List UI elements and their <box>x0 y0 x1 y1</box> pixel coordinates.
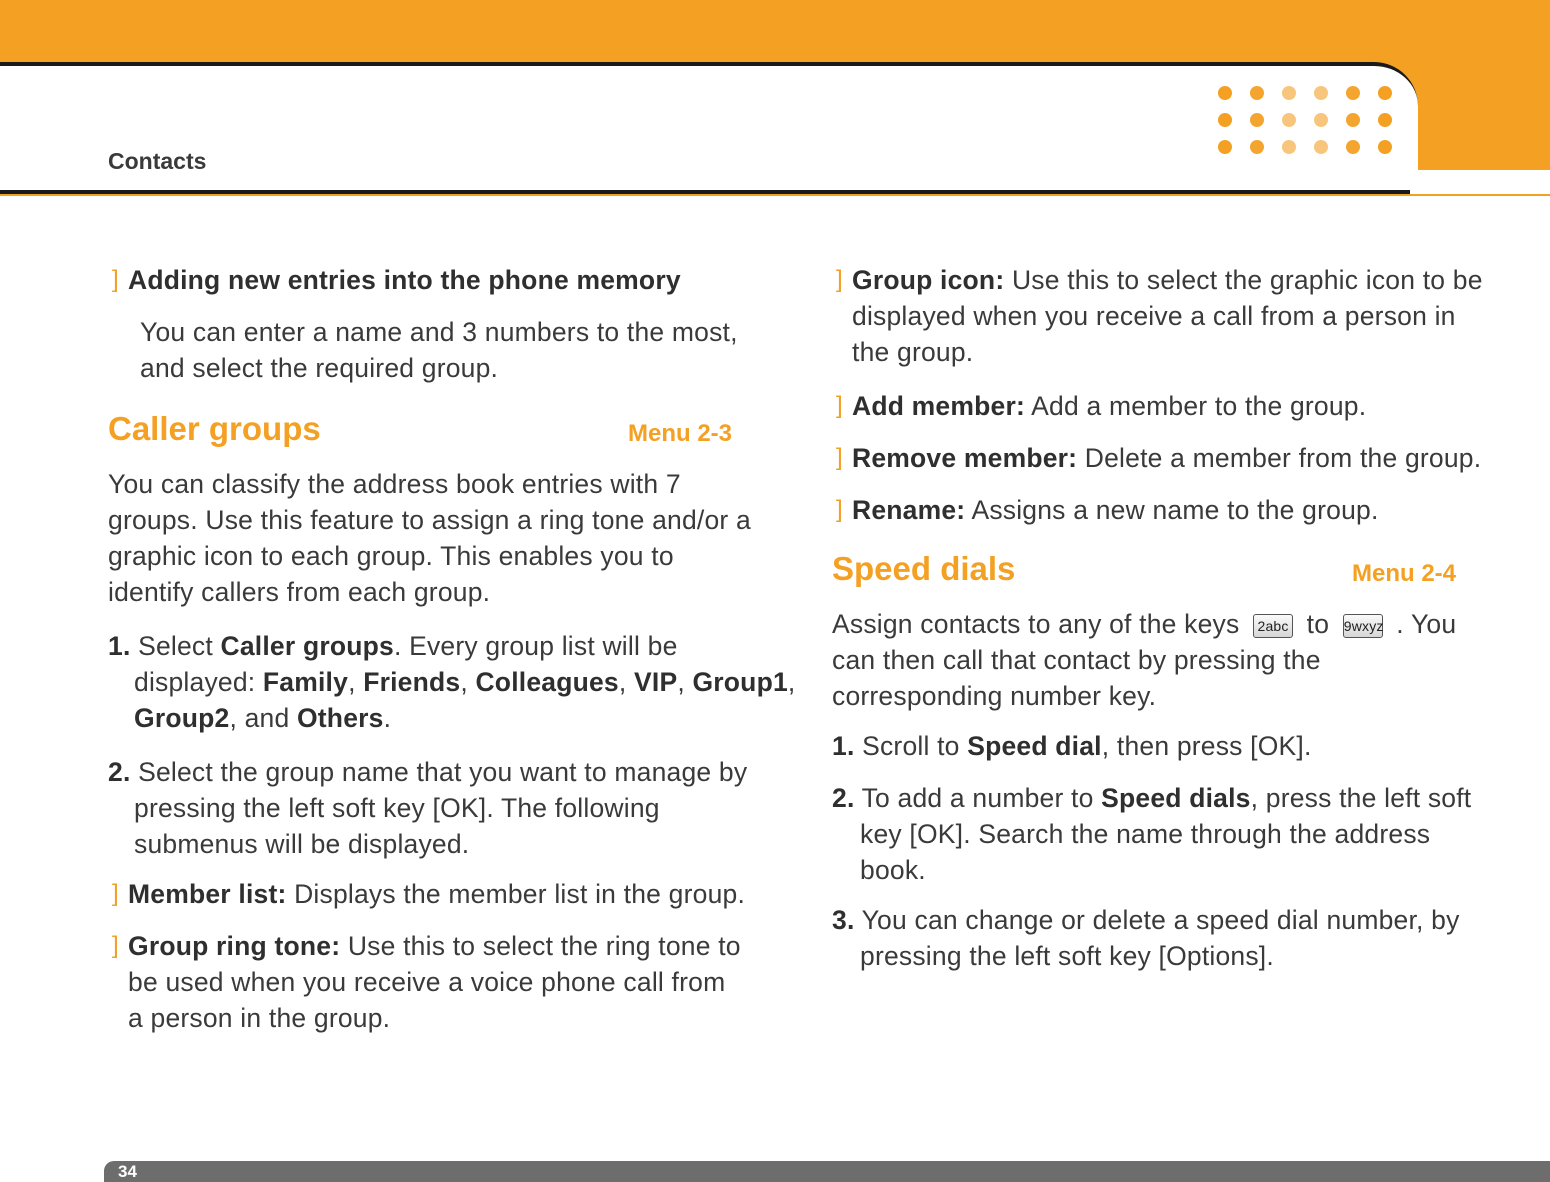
decorative-dot <box>1250 140 1264 154</box>
heading-speed-dials: Speed dials <box>832 550 1016 587</box>
decorative-dot <box>1346 140 1360 154</box>
text: displayed: <box>134 667 256 697</box>
text-line: be used when you receive a voice phone call from <box>128 967 726 997</box>
text: , then press [OK]. <box>1101 731 1312 761</box>
text-line: You can classify the address book entries with 7 <box>108 469 681 499</box>
group-colleagues: Colleagues <box>475 667 619 697</box>
step-number: 1. <box>832 731 855 761</box>
submenu-rename <box>852 492 1379 528</box>
text-line: key [OK]. Search the name through the address <box>860 819 1431 849</box>
menu-number: Menu 2-3 <box>628 420 733 447</box>
adding-entries-text <box>140 314 738 386</box>
decorative-dot <box>1282 113 1296 127</box>
group-friends: Friends <box>363 667 461 697</box>
text-line: You can enter a name and 3 numbers to the most, <box>140 317 738 347</box>
section-title: Contacts <box>108 148 207 174</box>
step-1 <box>108 628 678 664</box>
decorative-dot <box>1378 113 1392 127</box>
decorative-dot <box>1282 86 1296 100</box>
step-2 <box>108 754 747 790</box>
decorative-dot <box>1314 113 1328 127</box>
caller-groups-intro <box>108 466 751 610</box>
menu-name: Caller groups <box>220 631 394 661</box>
decorative-dot <box>1250 86 1264 100</box>
decorative-dot <box>1378 140 1392 154</box>
text: Use this to select the ring tone to <box>347 931 741 961</box>
decorative-dot <box>1378 86 1392 100</box>
decorative-dot <box>1282 140 1296 154</box>
text: Displays the member list in the group. <box>294 879 746 909</box>
text: Delete a member from the group. <box>1084 443 1482 473</box>
submenu-add-member <box>852 388 1366 424</box>
group-group2: Group2 <box>134 703 230 733</box>
bullet-title: Adding new entries into the phone memory <box>128 265 681 295</box>
text: Select the group name that you want to manage by <box>138 757 748 787</box>
speed-step-2 <box>832 780 1471 816</box>
text-line: groups. Use this feature to assign a ring tone and/or a <box>108 505 751 535</box>
text: , and <box>229 703 290 733</box>
speed-dials-intro <box>832 606 1456 714</box>
bullet-icon: ] <box>836 444 843 471</box>
speed-step-2-continued <box>860 816 1430 888</box>
bullet-icon: ] <box>836 266 843 293</box>
text-line: can then call that contact by pressing the <box>832 645 1321 675</box>
key-9-icon: 9wxyz <box>1343 614 1383 638</box>
speed-step-1 <box>832 728 1312 764</box>
page-number: 34 <box>118 1162 137 1181</box>
text-line: submenus will be displayed. <box>134 829 470 859</box>
text: You can change or delete a speed dial number, by <box>861 905 1460 935</box>
submenu-label: Rename: <box>852 495 966 525</box>
menu-name: Speed dial <box>967 731 1102 761</box>
text: , press the left soft <box>1250 783 1472 813</box>
bullet-icon: ] <box>836 392 843 419</box>
submenu-label: Remove member: <box>852 443 1078 473</box>
text-line: a person in the group. <box>128 1003 391 1033</box>
bullet-icon: ] <box>836 496 843 523</box>
text-line: pressing the left soft key [OK]. The following <box>134 793 660 823</box>
step-number: 2. <box>108 757 131 787</box>
text: Add a member to the group. <box>1031 391 1367 421</box>
text-line: corresponding number key. <box>832 681 1157 711</box>
decorative-dot <box>1314 140 1328 154</box>
text: to <box>1306 609 1330 639</box>
bullet-icon: ] <box>112 266 119 293</box>
submenu-label: Group icon: <box>852 265 1005 295</box>
header-divider <box>1410 170 1550 194</box>
step-number: 2. <box>832 783 855 813</box>
decorative-dot <box>1250 113 1264 127</box>
group-group1: Group1 <box>692 667 788 697</box>
menu-name: Speed dials <box>1101 783 1251 813</box>
group-vip: VIP <box>634 667 678 697</box>
step-number: 3. <box>832 905 855 935</box>
text: Scroll to <box>862 731 960 761</box>
text-line: identify callers from each group. <box>108 577 491 607</box>
submenu-group-icon <box>852 262 1483 370</box>
header-panel <box>0 62 1418 194</box>
text: Assigns a new name to the group. <box>971 495 1379 525</box>
submenu-member-list <box>128 876 745 912</box>
submenu-remove-member <box>852 440 1481 476</box>
step-2-continued <box>134 790 660 862</box>
menu-number: Menu 2-4 <box>1352 560 1457 587</box>
decorative-dot <box>1346 86 1360 100</box>
bullet-icon: ] <box>112 932 119 959</box>
submenu-label: Add member: <box>852 391 1026 421</box>
text-line: book. <box>860 855 926 885</box>
heading-caller-groups: Caller groups <box>108 410 321 447</box>
group-family: Family <box>262 667 349 697</box>
decorative-dot <box>1346 113 1360 127</box>
submenu-label: Member list: <box>128 879 287 909</box>
text: Use this to select the graphic icon to be <box>1011 265 1483 295</box>
text-line: displayed when you receive a call from a person in <box>852 301 1456 331</box>
text: . Every group list will be <box>393 631 678 661</box>
speed-step-3-continued <box>860 938 1274 974</box>
text-line: graphic icon to each group. This enables you to <box>108 541 674 571</box>
text: . You <box>1396 609 1457 639</box>
text-line: and select the required group. <box>140 353 499 383</box>
decorative-dot <box>1314 86 1328 100</box>
footer-bar <box>104 1161 1550 1182</box>
decorative-dot-grid <box>1218 86 1394 166</box>
step-1-continued: displayed: Family, Friends, Colleagues, VIP, Group1, Group2, and Others. <box>134 667 796 733</box>
speed-step-3 <box>832 902 1460 938</box>
submenu-group-ring-tone <box>128 928 741 1036</box>
decorative-dot <box>1218 140 1232 154</box>
submenu-label: Group ring tone: <box>128 931 341 961</box>
step-number: 1. <box>108 631 131 661</box>
text-line: pressing the left soft key [Options]. <box>860 941 1274 971</box>
decorative-dot <box>1218 86 1232 100</box>
text: To add a number to <box>861 783 1094 813</box>
group-others: Others <box>296 703 384 733</box>
decorative-dot <box>1218 113 1232 127</box>
text-line: the group. <box>852 337 974 367</box>
key-2-icon: 2abc <box>1253 614 1293 638</box>
bullet-icon: ] <box>112 880 119 907</box>
text: Assign contacts to any of the keys <box>832 609 1240 639</box>
bullet-adding-entries <box>128 262 681 298</box>
text: Select <box>138 631 213 661</box>
